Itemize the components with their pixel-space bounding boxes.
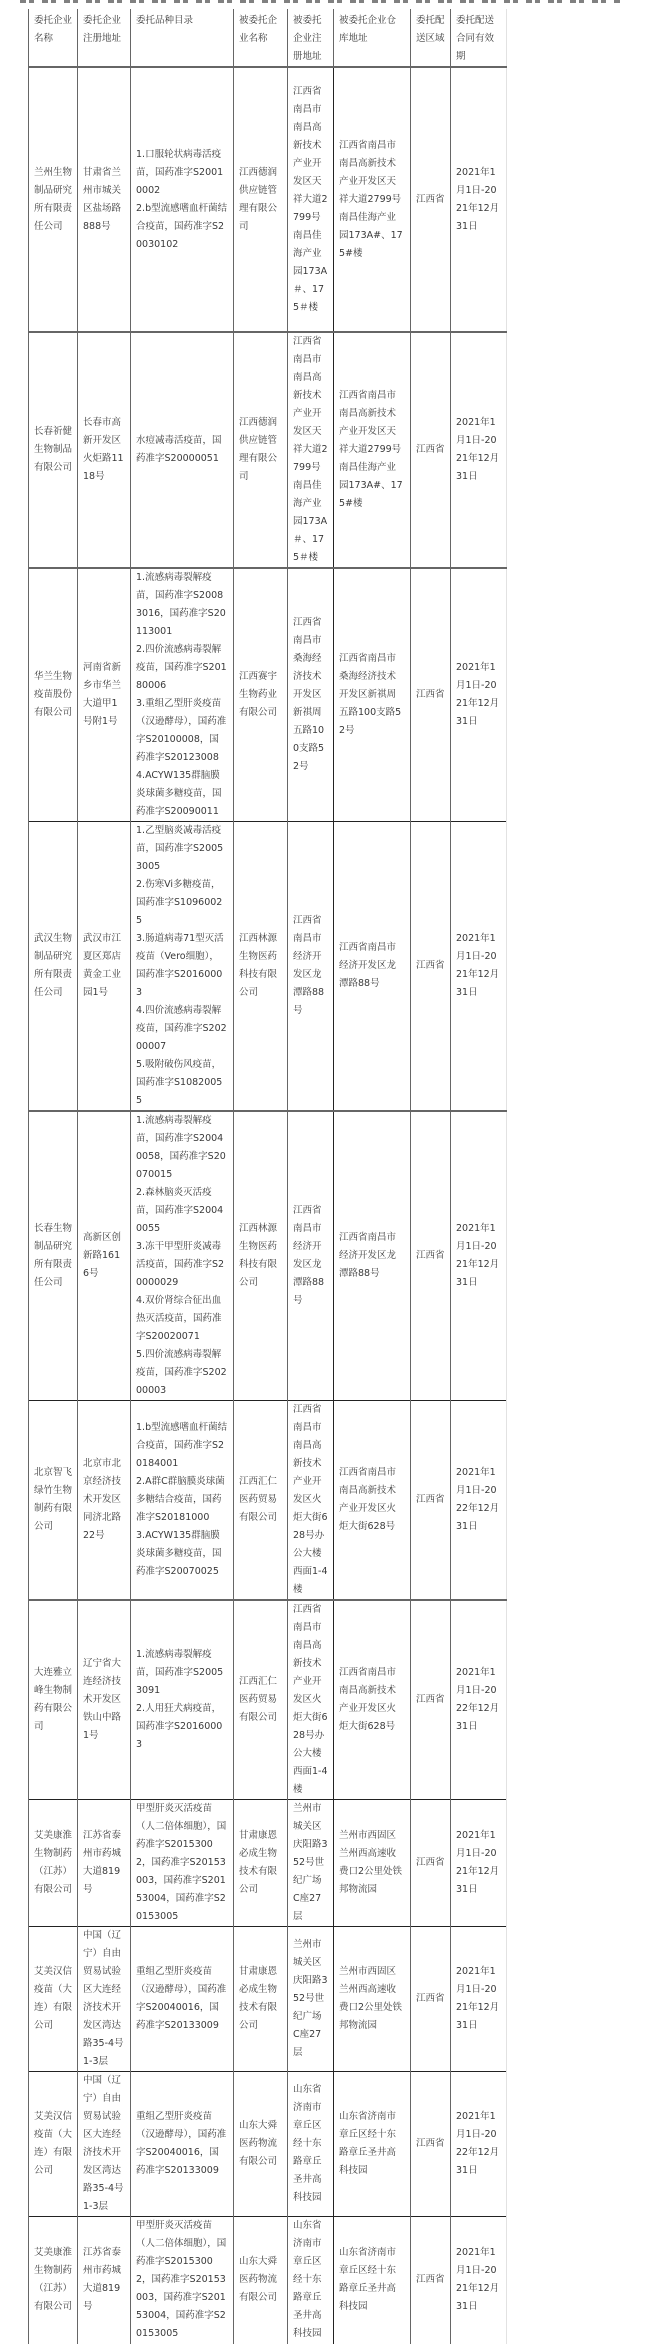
varieties-cell [131, 1927, 234, 2072]
entrusted-address-cell: 江西省南昌市桑海经济技术开发区新祺周五路100支路52号 [288, 568, 334, 822]
table-row [29, 1927, 507, 2072]
entrusting-company-cell: 艾美康淮生物制药（江苏）有限公司 [29, 1800, 78, 1927]
variety-item: 1.流感病毒裂解疫苗，国药准字S20040058，国药准字S20070015 [136, 1115, 226, 1180]
entrusting-address-cell: 高新区创新路1616号 [78, 1111, 131, 1401]
entrusted-address-cell: 江西省南昌市南昌高新技术产业开发区火炬大街628号办公大楼西面1-4楼 [288, 1401, 334, 1601]
warehouse-address-cell: 山东省济南市章丘区经十东路章丘圣井高科技园 [334, 2072, 411, 2217]
entrusting-company-cell: 华兰生物疫苗股份有限公司 [29, 568, 78, 822]
table-header-row [29, 9, 507, 67]
validity-cell: 2021年1月1日-2022年12月31日 [451, 2072, 507, 2217]
entrusting-company-cell: 兰州生物制品研究所有限责任公司 [29, 67, 78, 332]
header-varieties: 委托品种目录 [131, 9, 234, 67]
header-region: 委托配送区域 [411, 9, 451, 67]
varieties-cell [131, 2217, 234, 2344]
variety-item: 3.冻干甲型肝炎减毒活疫苗，国药准字S20000029 [136, 1241, 225, 1288]
region-cell: 江西省 [411, 2217, 451, 2344]
table-row [29, 67, 507, 332]
variety-item: 甲型肝炎灭活疫苗（人二倍体细胞），国药准字S20153002，国药准字S20153003，国药准字S20153004，国药准字S20153005 [136, 2220, 227, 2340]
entrusted-company-cell: 江西林源生物医药科技有限公司 [234, 1111, 288, 1401]
table-row [29, 2217, 507, 2344]
variety-item: 1.流感病毒裂解疫苗，国药准字S20053091 [136, 1649, 224, 1696]
varieties-cell [131, 1600, 234, 1800]
entrusted-address-cell: 山东省济南市章丘区经十东路章丘圣井高科技园 [288, 2217, 334, 2344]
entrusting-address-cell: 辽宁省大连经济技术开发区铁山中路1号 [78, 1600, 131, 1800]
varieties-cell [131, 2072, 234, 2217]
warehouse-address-cell: 江西省南昌市南昌高新技术产业开发区火炬大街628号 [334, 1600, 411, 1800]
entrusting-company-cell: 大连雅立峰生物制药有限公司 [29, 1600, 78, 1800]
region-cell: 江西省 [411, 332, 451, 568]
validity-cell: 2021年1月1日-2021年12月31日 [451, 1111, 507, 1401]
validity-cell: 2021年1月1日-2021年12月31日 [451, 822, 507, 1112]
table-row [29, 1111, 507, 1401]
warehouse-address-cell: 兰州市西固区兰州西高速收费口2公里处铁邦物流园 [334, 1927, 411, 2072]
region-cell: 江西省 [411, 1600, 451, 1800]
validity-cell: 2021年1月1日-2022年12月31日 [451, 1401, 507, 1601]
entrusting-company-cell: 艾美汉信疫苗（大连）有限公司 [29, 2072, 78, 2217]
variety-item: 1.流感病毒裂解疫苗，国药准字S20083016，国药准字S20113001 [136, 572, 226, 637]
table-row [29, 2072, 507, 2217]
table-row [29, 1401, 507, 1601]
warehouse-address-cell: 江西省南昌市桑海经济技术开发区新祺周五路100支路52号 [334, 568, 411, 822]
entrusted-company-cell: 江西汇仁医药贸易有限公司 [234, 1600, 288, 1800]
entrusted-company-cell: 山东大舜医药物流有限公司 [234, 2072, 288, 2217]
region-cell: 江西省 [411, 1401, 451, 1601]
variety-item: 2.伤寒Vi多糖疫苗，国药准字S10960025 [136, 879, 223, 926]
entrusted-address-cell: 山东省济南市章丘区经十东路章丘圣井高科技园 [288, 2072, 334, 2217]
variety-item: 3.重组乙型肝炎疫苗（汉逊酵母），国药准字S20100008，国药准字S20123008 [136, 698, 227, 763]
variety-item: 4.双价肾综合征出血热灭活疫苗，国药准字S20020071 [136, 1295, 222, 1342]
entrusted-company-cell: 江西汇仁医药贸易有限公司 [234, 1401, 288, 1601]
table-row [29, 1600, 507, 1800]
variety-item: 5.四价流感病毒裂解疫苗，国药准字S20200003 [136, 1349, 227, 1396]
validity-cell: 2021年1月1日-2021年12月31日 [451, 1800, 507, 1927]
variety-item: 2.A群C群脑膜炎球菌多糖结合疫苗，国药准字S20181000 [136, 1476, 225, 1523]
header-entrusted-company: 被委托企业名称 [234, 9, 288, 67]
validity-cell: 2021年1月1日-2021年12月31日 [451, 568, 507, 822]
validity-cell: 2021年1月1日-2021年12月31日 [451, 1927, 507, 2072]
region-cell: 江西省 [411, 1927, 451, 2072]
table-row [29, 822, 507, 1112]
entrusting-address-cell: 长春市高新开发区火炬路1118号 [78, 332, 131, 568]
varieties-cell [131, 1111, 234, 1401]
variety-item: 4.四价流感病毒裂解疫苗，国药准字S20200007 [136, 1005, 227, 1052]
validity-cell: 2021年1月1日-2021年12月31日 [451, 2217, 507, 2344]
header-entrusting-address: 委托企业注册地址 [78, 9, 131, 67]
entrusting-address-cell: 北京市北京经济技术开发区同济北路22号 [78, 1401, 131, 1601]
entrusted-company-cell: 甘肃康恩必成生物技术有限公司 [234, 1927, 288, 2072]
variety-item: 2.森林脑炎灭活疫苗，国药准字S20040055 [136, 1187, 224, 1234]
entrusted-address-cell: 江西省南昌市南昌高新技术产业开发区天祥大道2799号南昌佳海产业园173A＃、175＃楼 [288, 67, 334, 332]
region-cell: 江西省 [411, 67, 451, 332]
entrusted-address-cell: 兰州市城关区庆阳路352号世纪广场C座27层 [288, 1800, 334, 1927]
warehouse-address-cell: 兰州市西固区兰州西高速收费口2公里处铁邦物流园 [334, 1800, 411, 1927]
variety-item: 4.ACYW135群脑膜炎球菌多糖疫苗，国药准字S20090011 [136, 770, 222, 817]
region-cell: 江西省 [411, 2072, 451, 2217]
entrusted-company-cell: 江西赛宇生物药业有限公司 [234, 568, 288, 822]
entrusting-company-cell: 艾美康淮生物制药（江苏）有限公司 [29, 2217, 78, 2344]
truncated-caption-line [20, 0, 620, 3]
header-entrusting-company: 委托企业名称 [29, 9, 78, 67]
warehouse-address-cell: 江西省南昌市南昌高新技术产业开发区天祥大道2799号南昌佳海产业园173A#、175#楼 [334, 332, 411, 568]
entrusted-address-cell: 兰州市城关区庆阳路352号世纪广场C座27层 [288, 1927, 334, 2072]
entrusted-distribution-table [28, 9, 507, 2344]
varieties-cell [131, 67, 234, 332]
variety-item: 5.吸附破伤风疫苗，国药准字S10820055 [136, 1059, 223, 1106]
variety-item: 2.人用狂犬病疫苗，国药准字S20160003 [136, 1703, 223, 1750]
entrusted-address-cell: 江西省南昌市经济开发区龙潭路88号 [288, 822, 334, 1112]
entrusted-company-cell: 甘肃康恩必成生物技术有限公司 [234, 1800, 288, 1927]
header-entrusted-address: 被委托企业注册地址 [288, 9, 334, 67]
region-cell: 江西省 [411, 1800, 451, 1927]
entrusting-address-cell: 中国（辽宁）自由贸易试验区大连经济技术开发区湾达路35-4号1-3层 [78, 1927, 131, 2072]
entrusting-company-cell: 武汉生物制品研究所有限责任公司 [29, 822, 78, 1112]
entrusted-company-cell: 江西德润供应链管理有限公司 [234, 67, 288, 332]
entrusted-address-cell: 江西省南昌市南昌高新技术产业开发区火炬大街628号办公大楼西面1-4楼 [288, 1600, 334, 1800]
entrusting-address-cell: 甘肃省兰州市城关区盐场路888号 [78, 67, 131, 332]
entrusting-address-cell: 中国（辽宁）自由贸易试验区大连经济技术开发区湾达路35-4号1-3层 [78, 2072, 131, 2217]
variety-item: 1.b型流感嗜血杆菌结合疫苗，国药准字S20184001 [136, 1422, 228, 1469]
entrusting-company-cell: 北京智飞绿竹生物制药有限公司 [29, 1401, 78, 1601]
entrusting-company-cell: 长春祈健生物制品有限公司 [29, 332, 78, 568]
varieties-cell [131, 332, 234, 568]
variety-item: 1.乙型脑炎减毒活疫苗，国药准字S20053005 [136, 825, 224, 872]
warehouse-address-cell: 江西省南昌市南昌高新技术产业开发区火炬大街628号 [334, 1401, 411, 1601]
entrusted-company-cell: 山东大舜医药物流有限公司 [234, 2217, 288, 2344]
variety-item: 水痘减毒活疫苗，国药准字S20000051 [136, 435, 222, 464]
variety-item: 1.口服轮状病毒活疫苗，国药准字S20010002 [136, 148, 224, 196]
entrusted-address-cell: 江西省南昌市经济开发区龙潭路88号 [288, 1111, 334, 1401]
entrusting-company-cell: 长春生物制品研究所有限责任公司 [29, 1111, 78, 1401]
region-cell: 江西省 [411, 822, 451, 1112]
variety-item: 3.肠道病毒71型灭活疫苗（Vero细胞），国药准字S20160003 [136, 933, 224, 998]
entrusted-company-cell: 江西德润供应链管理有限公司 [234, 332, 288, 568]
header-warehouse-address: 被委托企业仓库地址 [334, 9, 411, 67]
variety-item: 2.b型流感嗜血杆菌结合疫苗，国药准字S20030102 [136, 202, 228, 250]
region-cell: 江西省 [411, 1111, 451, 1401]
variety-item: 2.四价流感病毒裂解疫苗，国药准字S20180006 [136, 644, 227, 691]
varieties-cell [131, 568, 234, 822]
variety-item: 甲型肝炎灭活疫苗（人二倍体细胞），国药准字S20153002，国药准字S20153003，国药准字S20153004，国药准字S20153005 [136, 1803, 227, 1922]
variety-item: 重组乙型肝炎疫苗（汉逊酵母），国药准字S20040016，国药准字S20133009 [136, 2111, 227, 2176]
varieties-cell [131, 1800, 234, 1927]
entrusted-address-cell: 江西省南昌市南昌高新技术产业开发区天祥大道2799号南昌佳海产业园173A＃、175＃楼 [288, 332, 334, 568]
table-row [29, 1800, 507, 1927]
entrusting-address-cell: 河南省新乡市华兰大道甲1号附1号 [78, 568, 131, 822]
table-row [29, 568, 507, 822]
warehouse-address-cell: 江西省南昌市经济开发区龙潭路88号 [334, 1111, 411, 1401]
region-cell: 江西省 [411, 568, 451, 822]
warehouse-address-cell: 江西省南昌市南昌高新技术产业开发区天祥大道2799号南昌佳海产业园173A#、175#楼 [334, 67, 411, 332]
entrusted-company-cell: 江西林源生物医药科技有限公司 [234, 822, 288, 1112]
variety-item: 3.ACYW135群脑膜炎球菌多糖疫苗，国药准字S20070025 [136, 1530, 222, 1577]
entrusting-address-cell: 江苏省泰州市药城大道819号 [78, 1800, 131, 1927]
entrusting-company-cell: 艾美汉信疫苗（大连）有限公司 [29, 1927, 78, 2072]
entrusting-address-cell: 武汉市江夏区郑店黄金工业园1号 [78, 822, 131, 1112]
varieties-cell [131, 1401, 234, 1601]
validity-cell: 2021年1月1日-2022年12月31日 [451, 1600, 507, 1800]
varieties-cell [131, 822, 234, 1112]
header-validity: 委托配送合同有效期 [451, 9, 507, 67]
validity-cell: 2021年1月1日-2021年12月31日 [451, 332, 507, 568]
validity-cell: 2021年1月1日-2021年12月31日 [451, 67, 507, 332]
warehouse-address-cell: 江西省南昌市经济开发区龙潭路88号 [334, 822, 411, 1112]
variety-item: 重组乙型肝炎疫苗（汉逊酵母），国药准字S20040016，国药准字S20133009 [136, 1966, 227, 2031]
entrusting-address-cell: 江苏省泰州市药城大道819号 [78, 2217, 131, 2344]
warehouse-address-cell: 山东省济南市章丘区经十东路章丘圣井高科技园 [334, 2217, 411, 2344]
table-row [29, 332, 507, 568]
